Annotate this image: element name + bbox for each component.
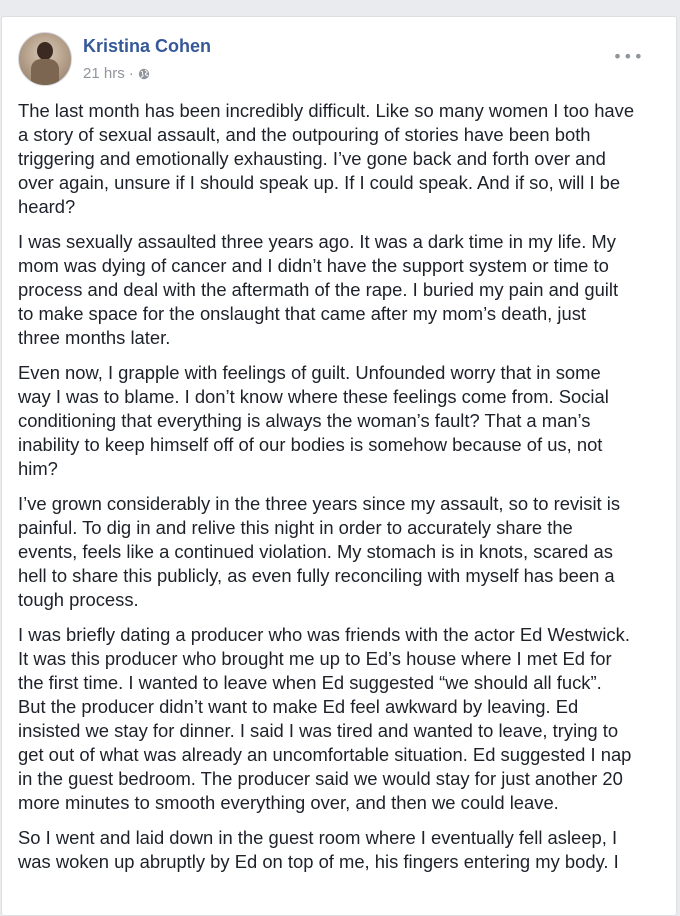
post-text-line: a story of sexual assault, and the outpouring of stories have been both: [18, 124, 591, 145]
post-text-line: hell to share this publicly, as even fully reconciling with myself has been a: [18, 565, 615, 586]
globe-icon[interactable]: [138, 68, 150, 80]
post-text-line: So I went and laid down in the guest room where I eventually fell asleep, I: [18, 827, 618, 848]
post-card: [1, 16, 677, 916]
post-paragraph: [18, 623, 668, 815]
post-paragraph: [18, 361, 668, 481]
post-text-line: But the producer didn’t want to make Ed feel awkward by leaving. Ed: [18, 696, 579, 717]
post-text-line: triggering and emotionally exhausting. I’ve gone back and forth over and: [18, 148, 606, 169]
post-text-line: I was sexually assaulted three years ago. It was a dark time in my life. My: [18, 231, 616, 252]
post-text-line: three months later.: [18, 327, 171, 348]
post-text-line: heard?: [18, 196, 76, 217]
post-text-line: in the guest bedroom. The producer said we would stay for just another 20: [18, 768, 623, 789]
post-text-line: I’ve grown considerably in the three years since my assault, so to revisit is: [18, 493, 621, 514]
post-paragraph: [18, 826, 668, 874]
post-text-line: to make space for the onslaught that came after my mom’s death, just: [18, 303, 587, 324]
post-text-line: inability to keep himself off of our bodies is somehow because of us, not: [18, 434, 603, 455]
post-text-line: Even now, I grapple with feelings of guilt. Unfounded worry that in some: [18, 362, 601, 383]
post-paragraph: [18, 99, 668, 219]
post-meta: [83, 65, 150, 82]
post-text: [18, 99, 668, 885]
post-text-line: way I was to blame. I don’t know where these feelings come from. Social: [18, 386, 609, 407]
post-text-line: get out of what was already an uncomfortable situation. Ed suggested I nap: [18, 744, 632, 765]
post-text-line: mom was dying of cancer and I didn’t have the support system or time to: [18, 255, 609, 276]
post-text-line: I was briefly dating a producer who was friends with the actor Ed Westwick.: [18, 624, 630, 645]
timestamp[interactable]: 21 hrs: [83, 65, 125, 82]
post-text-line: was woken up abruptly by Ed on top of me, his fingers entering my body. I: [18, 851, 619, 872]
post-paragraph: [18, 230, 668, 350]
post-text-line: It was this producer who brought me up to Ed’s house where I met Ed for: [18, 648, 612, 669]
post-text-line: the first time. I wanted to leave when Ed suggested “we should all fuck”.: [18, 672, 602, 693]
meta-separator: ·: [128, 65, 134, 82]
post-text-line: painful. To dig in and relive this night in order to accurately share the: [18, 517, 573, 538]
more-options-button[interactable]: •••: [612, 47, 644, 66]
post-text-line: events, feels like a continued violation. My stomach is in knots, scared as: [18, 541, 613, 562]
post-text-line: conditioning that everything is always the woman’s fault? That a man’s: [18, 410, 591, 431]
avatar[interactable]: [18, 32, 72, 86]
post-text-line: more minutes to smooth everything over, and then we could leave.: [18, 792, 559, 813]
post-paragraph: [18, 492, 668, 612]
post-text-line: insisted we stay for dinner. I said I was tired and wanted to leave, trying to: [18, 720, 619, 741]
post-text-line: him?: [18, 458, 58, 479]
post-text-line: The last month has been incredibly difficult. Like so many women I too have: [18, 100, 635, 121]
post-text-line: tough process.: [18, 589, 139, 610]
post-text-line: process and deal with the aftermath of the rape. I buried my pain and guilt: [18, 279, 619, 300]
author-name[interactable]: Kristina Cohen: [83, 36, 212, 56]
post-text-line: over again, unsure if I should speak up. If I could speak. And if so, will I be: [18, 172, 621, 193]
post-header: [16, 32, 656, 88]
